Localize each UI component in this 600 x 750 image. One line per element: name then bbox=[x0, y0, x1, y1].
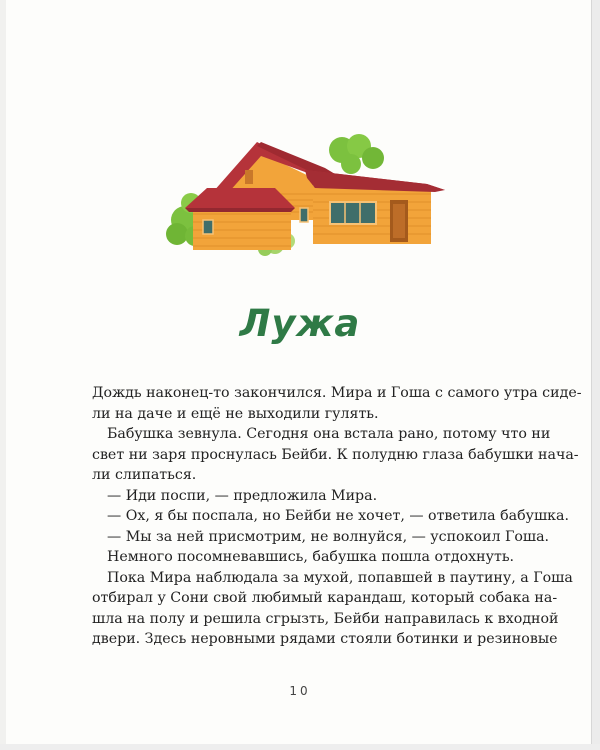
body-text bbox=[92, 383, 582, 650]
text-line: двери. Здесь неровными рядами стояли ботинки и резиновые bbox=[92, 631, 558, 647]
text-line: ли слипаться. bbox=[92, 467, 197, 483]
text-line: Дождь наконец-то закончился. Мира и Гоша с самого утра сиде- bbox=[92, 385, 582, 401]
page-edge-right bbox=[591, 0, 600, 750]
text-line: свет ни заря проснулась Бейби. К полудню глаза бабушки нача- bbox=[92, 446, 579, 463]
house-illustration bbox=[165, 128, 450, 260]
text-line: ли на даче и ещё не выходили гулять. bbox=[92, 405, 379, 422]
text-line: отбирал у Сони свой любимый карандаш, который собака на- bbox=[92, 590, 558, 606]
text-line: — Мы за ней присмотрим, не волнуйся, — успокоил Гоша. bbox=[107, 528, 550, 545]
page-number: 10 bbox=[289, 684, 311, 698]
text-line: Пока Мира наблюдала за мухой, попавшей в паутину, а Гоша bbox=[107, 569, 573, 586]
text-line: — Иди поспи, — предложила Мира. bbox=[107, 487, 378, 504]
bush-right bbox=[329, 134, 384, 174]
page-edge-bottom bbox=[0, 744, 600, 750]
text-line: шла на полу и решила сгрызть, Бейби направилась к входной bbox=[92, 610, 559, 627]
text-line: Немного посомневавшись, бабушка пошла отдохнуть. bbox=[107, 549, 515, 565]
house-right-wing bbox=[305, 170, 445, 244]
chapter-title: Лужа bbox=[239, 302, 361, 345]
text-line: Бабушка зевнула. Сегодня она встала рано, потому что ни bbox=[107, 426, 551, 442]
text-line: — Ох, я бы поспала, но Бейби не хочет, — ответила бабушка. bbox=[107, 508, 570, 524]
page-edge-left bbox=[0, 0, 6, 750]
